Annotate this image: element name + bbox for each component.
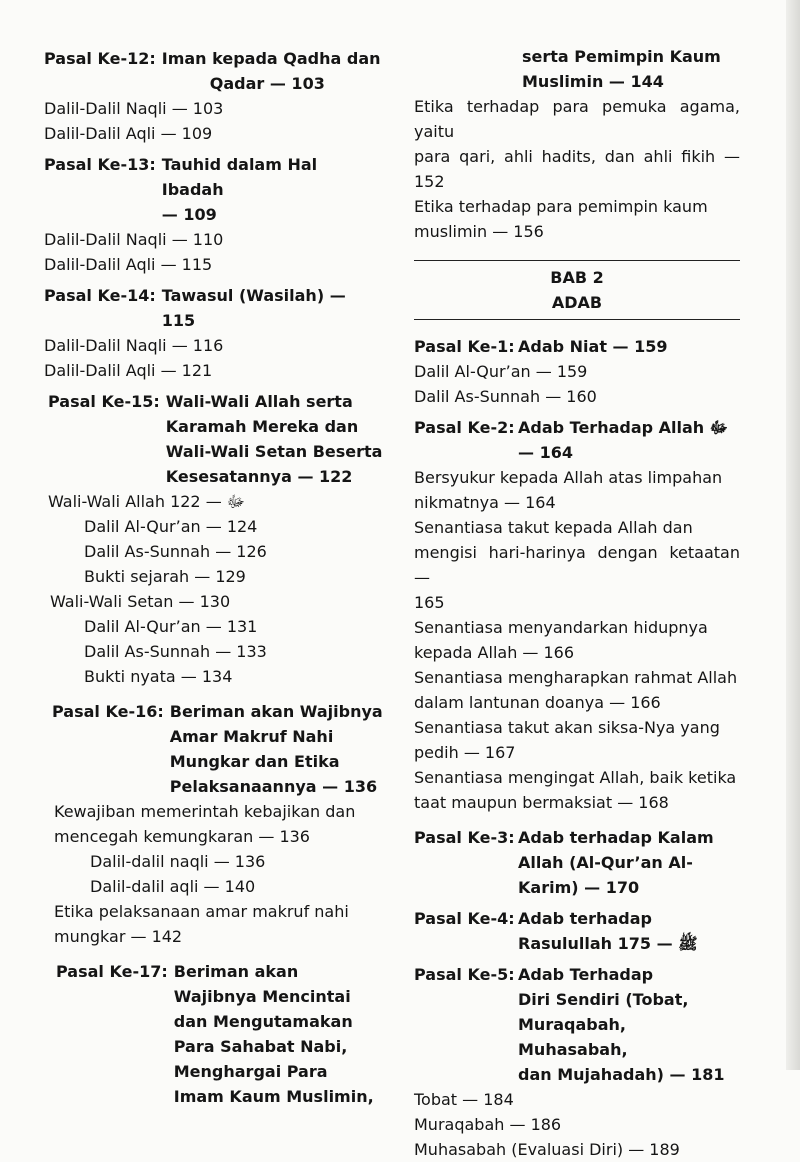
- toc-entry[interactable]: Kewajiban memerintah kebajikan dan mencegah kemungkaran — 136: [54, 802, 356, 846]
- toc-chapter-4[interactable]: [414, 906, 740, 956]
- chapter-title: Adab terhadap: [518, 909, 652, 928]
- chapter-title: Qadar — 103: [209, 74, 325, 93]
- chapter-title: Adab Terhadap: [518, 965, 654, 984]
- toc-entry[interactable]: Etika pelaksanaan amar makruf nahi mungkar — 142: [54, 902, 349, 946]
- toc-subentry[interactable]: Dalil As-Sunnah — 126: [84, 542, 267, 561]
- chapter-title: Rasulullah ﷺ — 175: [518, 934, 698, 953]
- toc-entry[interactable]: Etika terhadap para pemimpin kaum muslimin — 156: [414, 197, 708, 241]
- toc-chapter-5[interactable]: [414, 962, 740, 1087]
- chapter-label: Pasal Ke-14:: [44, 286, 156, 305]
- chapter-title: Kesesatannya — 122: [165, 467, 353, 486]
- toc-entry[interactable]: Wali-Wali Setan — 130: [50, 592, 231, 611]
- toc-entry[interactable]: Dalil-Dalil Aqli — 115: [44, 255, 213, 274]
- chapter-title: Adab Niat — 159: [518, 337, 668, 356]
- toc-chapter-12[interactable]: [44, 46, 384, 96]
- toc-entry[interactable]: Etika terhadap para pemuka agama, yaitu para qari, ahli hadits, dan ahli fikih — 152: [414, 97, 740, 191]
- toc-subentry[interactable]: Bukti nyata — 134: [84, 667, 233, 686]
- toc-chapter-15[interactable]: [44, 389, 384, 489]
- chapter-title: Tauhid dalam Hal Ibadah: [161, 155, 318, 199]
- chapter-title: Wajibnya Mencintai: [173, 987, 351, 1006]
- chapter-title: Tawasul (Wasilah) — 115: [161, 286, 346, 330]
- chapter-title: Beriman akan Wajibnya: [169, 702, 383, 721]
- left-column: [44, 44, 384, 1109]
- chapter-title: Allah (Al-Qur’an Al-: [518, 853, 693, 872]
- toc-entry[interactable]: Bersyukur kepada Allah atas limpahan nikmatnya — 164: [414, 468, 723, 512]
- chapter-title: Diri Sendiri (Tobat,: [518, 990, 689, 1009]
- chapter-label: Pasal Ke-12:: [44, 49, 156, 68]
- chapter-label: Pasal Ke-16:: [52, 702, 164, 721]
- toc-entry[interactable]: Senantiasa takut kepada Allah dan mengisi hari-harinya dengan ketaatan — 165: [414, 518, 740, 612]
- chapter-title: Karim) — 170: [518, 878, 640, 897]
- toc-entry[interactable]: Dalil As-Sunnah — 160: [414, 387, 597, 406]
- toc-chapter-16[interactable]: [44, 699, 384, 799]
- section-title: ADAB: [551, 293, 603, 312]
- chapter-label: Pasal Ke-5:: [414, 965, 515, 984]
- toc-entry[interactable]: Tobat — 184: [414, 1090, 514, 1109]
- chapter-title: — 164: [518, 443, 573, 462]
- chapter-title: Iman kepada Qadha dan: [161, 49, 381, 68]
- chapter-label: Pasal Ke-4:: [414, 909, 515, 928]
- toc-subentry[interactable]: Dalil-dalil aqli — 140: [90, 877, 256, 896]
- chapter-title: Amar Makruf Nahi: [169, 727, 334, 746]
- chapter-title: Wali-Wali Setan Beserta: [165, 442, 383, 461]
- toc-entry[interactable]: Dalil-Dalil Aqli — 109: [44, 124, 213, 143]
- chapter-title: Menghargai Para: [173, 1062, 328, 1081]
- chapter-label: Pasal Ke-13:: [44, 155, 156, 174]
- chapter-title: Imam Kaum Muslimin,: [173, 1087, 374, 1106]
- toc-subentry[interactable]: Dalil As-Sunnah — 133: [84, 642, 267, 661]
- chapter-title: Adab terhadap Kalam: [518, 828, 714, 847]
- toc-entry[interactable]: Dalil-Dalil Naqli — 116: [44, 336, 224, 355]
- toc-chapter-3[interactable]: [414, 825, 740, 900]
- chapter-title: — 109: [161, 205, 217, 224]
- toc-chapter-13[interactable]: [44, 152, 384, 227]
- chapter-label: Pasal Ke-15:: [48, 392, 160, 411]
- toc-subentry[interactable]: Dalil-dalil naqli — 136: [90, 852, 266, 871]
- toc-entry[interactable]: Senantiasa mengharapkan rahmat Allah dalam lantunan doanya — 166: [414, 668, 738, 712]
- chapter-title: Wali-Wali Allah serta: [165, 392, 353, 411]
- toc-entry[interactable]: Dalil Al-Qur’an — 159: [414, 362, 588, 381]
- toc-subentry[interactable]: Bukti sejarah — 129: [84, 567, 246, 586]
- chapter-title: Beriman akan: [173, 962, 299, 981]
- toc-subentry[interactable]: Dalil Al-Qur’an — 124: [84, 517, 258, 536]
- toc-entry[interactable]: Dalil-Dalil Naqli — 110: [44, 230, 224, 249]
- toc-entry[interactable]: Wali-Wali Allah ﷻ — 122: [48, 492, 245, 511]
- toc-entry[interactable]: Muraqabah — 186: [414, 1115, 562, 1134]
- toc-entry[interactable]: Muhasabah (Evaluasi Diri) — 189: [414, 1140, 680, 1159]
- chapter-title: Mungkar dan Etika: [169, 752, 340, 771]
- toc-entry[interactable]: Dalil-Dalil Naqli — 103: [44, 99, 224, 118]
- toc-entry[interactable]: Senantiasa mengingat Allah, baik ketika taat maupun bermaksiat — 168: [414, 768, 737, 812]
- toc-subentry[interactable]: Dalil Al-Qur’an — 131: [84, 617, 258, 636]
- section-number: BAB 2: [550, 268, 604, 287]
- toc-entry[interactable]: Dalil-Dalil Aqli — 121: [44, 361, 213, 380]
- chapter-title: dan Mujahadah) — 181: [518, 1065, 725, 1084]
- chapter-title: dan Mengutamakan: [173, 1012, 353, 1031]
- chapter-label: Pasal Ke-2:: [414, 418, 515, 437]
- chapter-title: Karamah Mereka dan: [165, 417, 359, 436]
- chapter-title-continued[interactable]: serta Pemimpin Kaum Muslimin — 144: [522, 47, 721, 91]
- chapter-label: Pasal Ke-17:: [56, 962, 168, 981]
- toc-chapter-14[interactable]: [44, 283, 384, 333]
- toc-chapter-1[interactable]: [414, 334, 740, 359]
- toc-entry[interactable]: Senantiasa menyandarkan hidupnya kepada Allah — 166: [414, 618, 708, 662]
- chapter-title: Pelaksanaannya — 136: [169, 777, 378, 796]
- chapter-title: Muraqabah, Muhasabah,: [518, 1015, 628, 1059]
- toc-entry[interactable]: Senantiasa takut akan siksa-Nya yang pedih — 167: [414, 718, 720, 762]
- chapter-title: Adab Terhadap Allah ﷻ: [518, 418, 728, 437]
- page-edge: [786, 0, 800, 1070]
- chapter-label: Pasal Ke-1:: [414, 337, 515, 356]
- right-column: [414, 44, 740, 1162]
- toc-chapter-17[interactable]: [44, 959, 384, 1109]
- chapter-label: Pasal Ke-3:: [414, 828, 515, 847]
- chapter-title: Para Sahabat Nabi,: [173, 1037, 348, 1056]
- toc-chapter-2[interactable]: [414, 415, 740, 465]
